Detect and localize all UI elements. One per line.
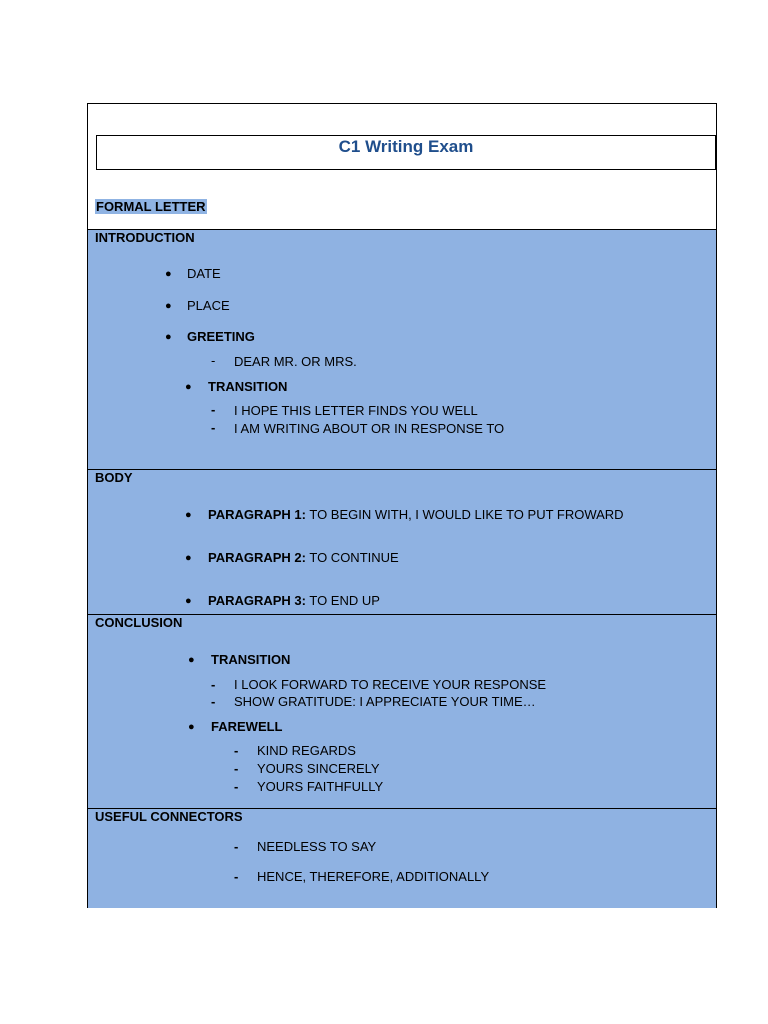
paragraph-text: TO END UP	[306, 593, 380, 608]
dash-icon: -	[234, 743, 239, 758]
conclusion-transition-item: SHOW GRATITUDE: I APPRECIATE YOUR TIME…	[234, 694, 536, 709]
connectors-section	[88, 808, 716, 908]
paragraph-label: PARAGRAPH 1:	[208, 507, 306, 522]
dash-icon: -	[211, 353, 216, 368]
bullet-icon: ●	[165, 331, 172, 343]
body-heading: BODY	[95, 470, 133, 485]
connectors-heading: USEFUL CONNECTORS	[95, 809, 243, 824]
connector-item: HENCE, THEREFORE, ADDITIONALLY	[257, 869, 490, 884]
bullet-icon: ●	[188, 721, 195, 733]
farewell-item: YOURS FAITHFULLY	[257, 779, 384, 794]
dash-icon: -	[211, 694, 216, 709]
intro-item-greeting: GREETING	[187, 329, 255, 344]
farewell-label: FAREWELL	[211, 719, 283, 734]
dash-icon: -	[211, 677, 216, 692]
paragraph-label: PARAGRAPH 2:	[208, 550, 306, 565]
section-subtitle: FORMAL LETTER	[96, 199, 206, 214]
title-box	[96, 135, 716, 170]
dash-icon: -	[234, 839, 239, 854]
bullet-icon: ●	[185, 381, 192, 393]
bullet-icon: ●	[188, 654, 195, 666]
body-paragraph-2	[208, 550, 399, 565]
bullet-icon: ●	[165, 268, 172, 280]
dash-icon: -	[234, 869, 239, 884]
paragraph-label: PARAGRAPH 3:	[208, 593, 306, 608]
body-section	[88, 469, 716, 614]
paragraph-text: TO CONTINUE	[306, 550, 399, 565]
conclusion-heading: CONCLUSION	[95, 615, 183, 630]
dash-icon: -	[211, 402, 216, 417]
conclusion-section	[88, 614, 716, 808]
dash-icon: -	[211, 420, 216, 435]
intro-item-date: DATE	[187, 266, 221, 281]
body-paragraph-3	[208, 593, 380, 608]
paragraph-text: TO BEGIN WITH, I WOULD LIKE TO PUT FROWARD	[306, 507, 624, 522]
intro-transition-label: TRANSITION	[208, 379, 288, 394]
intro-item-place: PLACE	[187, 298, 230, 313]
dash-icon: -	[234, 761, 239, 776]
body-paragraph-1	[208, 507, 624, 522]
page-title: C1 Writing Exam	[338, 137, 474, 156]
introduction-heading: INTRODUCTION	[95, 230, 195, 245]
connector-item: NEEDLESS TO SAY	[257, 839, 377, 854]
greeting-sub-item: DEAR MR. OR MRS.	[234, 354, 357, 369]
bullet-icon: ●	[185, 595, 192, 607]
conclusion-transition-item: I LOOK FORWARD TO RECEIVE YOUR RESPONSE	[234, 677, 547, 692]
farewell-item: YOURS SINCERELY	[257, 761, 380, 776]
dash-icon: -	[234, 779, 239, 794]
bullet-icon: ●	[185, 552, 192, 564]
bullet-icon: ●	[165, 300, 172, 312]
document-page	[87, 103, 717, 908]
intro-transition-item: I HOPE THIS LETTER FINDS YOU WELL	[234, 403, 478, 418]
introduction-section	[88, 229, 716, 469]
bullet-icon: ●	[185, 509, 192, 521]
conclusion-transition-label: TRANSITION	[211, 652, 291, 667]
intro-transition-item: I AM WRITING ABOUT OR IN RESPONSE TO	[234, 421, 505, 436]
farewell-item: KIND REGARDS	[257, 743, 356, 758]
